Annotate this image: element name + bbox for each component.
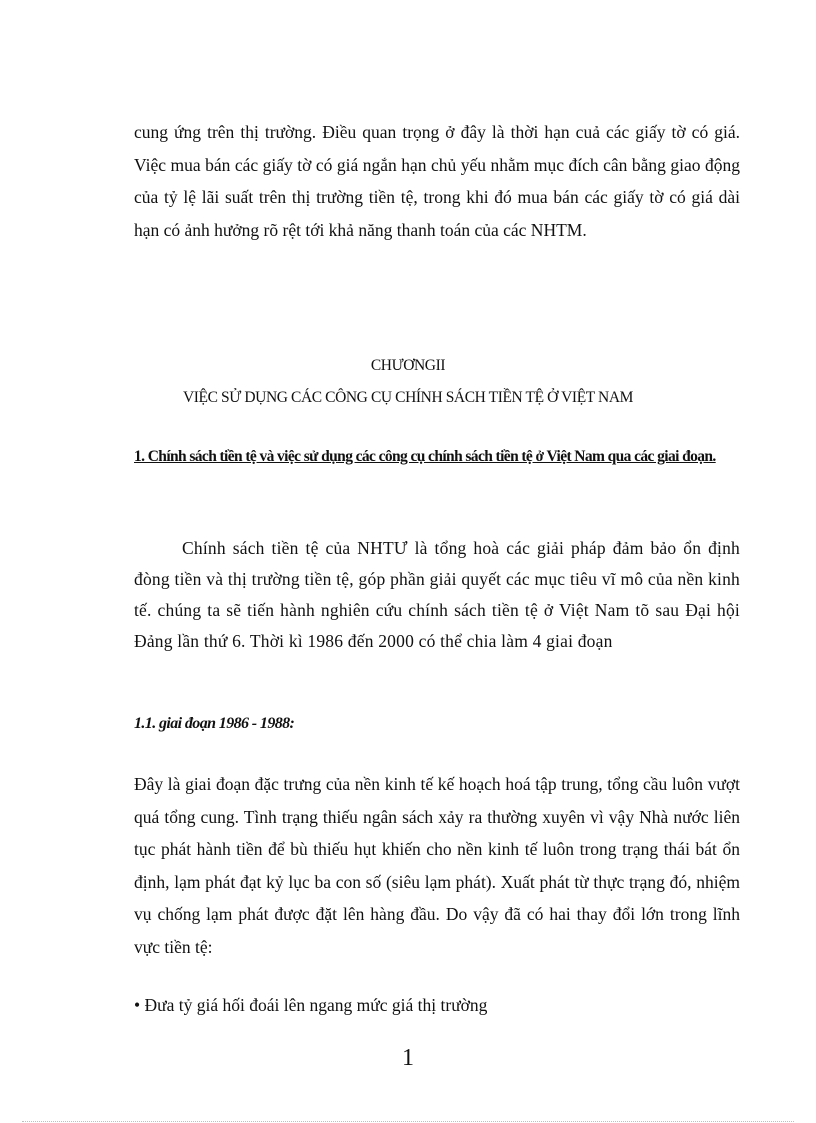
chapter-title: VIỆC SỬ DỤNG CÁC CÔNG CỤ CHÍNH SÁCH TIỀN TỆ Ở VIỆT NAM xyxy=(183,389,633,406)
subsection-paragraph: Đây là giai đoạn đặc trưng của nền kinh tế kế hoạch hoá tập trung, tổng cầu luôn vượt quá tổng cung. Tình trạng thiếu ngân sách xảy ra thường xuyên vì vậy Nhà nước liên tục phát hành tiền để bù thiếu hụt khiến cho nền kinh tế luôn trong trạng thái bát ổn định, lạm phát đạt kỷ lục ba con số (siêu lạm phát). Xuất phát từ thực trạng đó, nhiệm vụ chống lạm phát được đặt lên hàng đầu. Do vậy đã có hai thay đổi lớn trong lĩnh vực tiền tệ: xyxy=(134,774,740,957)
bullet-text: Đưa tỷ giá hối đoái lên ngang mức giá thị trường xyxy=(144,995,488,1015)
bullet-item xyxy=(134,995,487,1016)
intro-paragraph: cung ứng trên thị trường. Điều quan trọng ở đây là thời hạn cuả các giấy tờ có giá. Việc mua bán các giấy tờ có giá ngắn hạn chủ yếu nhằm mục đích cân bằng giao động của tỷ lệ lãi suất trên thị trường tiền tệ, trong khi đó mua bán các giấy tờ có giá dài hạn có ảnh hưởng rõ rệt tới khả năng thanh toán của các NHTM. xyxy=(134,122,740,240)
footer-divider xyxy=(22,1121,794,1122)
section-paragraph xyxy=(134,533,740,657)
section-heading: 1. Chính sách tiền tệ và việc sử dụng các công cụ chính sách tiền tệ ở Việt Nam qua các giai đoạn. xyxy=(134,448,716,465)
page-number: 1 xyxy=(402,1045,414,1071)
bullet-symbol: • xyxy=(134,995,141,1015)
subsection-heading: 1.1. giai đoạn 1986 - 1988: xyxy=(134,715,295,732)
chapter-number: CHƯƠNGII xyxy=(370,357,446,374)
section-paragraph-text: Chính sách tiền tệ của NHTƯ là tổng hoà các giải pháp đảm bảo ổn định đòng tiền và thị trường tiền tệ, góp phần giải quyết các mục tiêu vĩ mô của nền kinh tế. chúng ta sẽ tiến hành nghiên cứu chính sách tiền tệ ở Việt Nam tõ sau Đại hội Đảng lần thứ 6. Thời kì 1986 đến 2000 có thể chia làm 4 giai đoạn xyxy=(134,538,740,651)
